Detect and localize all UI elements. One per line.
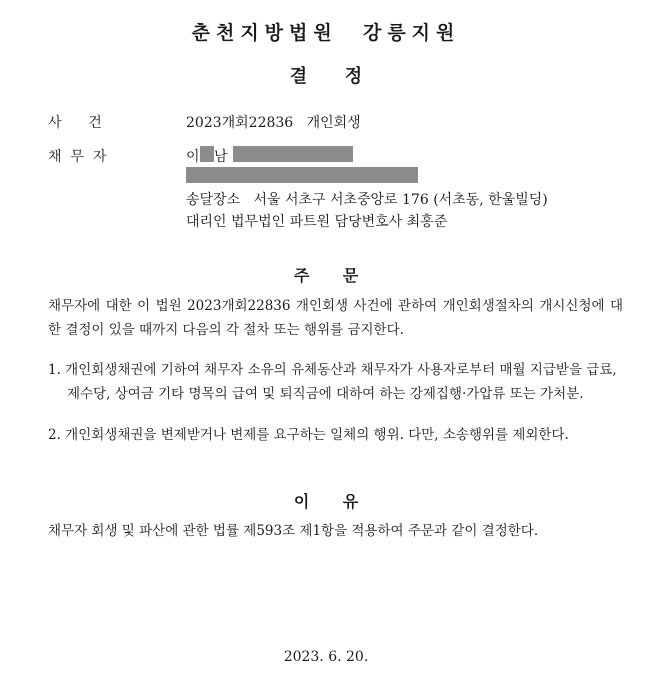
order-intro: 채무자에 대한 이 법원 2023개회22836 개인회생 사건에 관하여 개인회생절차의 개시신청에 대한 결정이 있을 때까지 다음의 각 절차 또는 행위를 금지한다. bbox=[48, 298, 623, 338]
case-number: 2023개회22836 개인회생 bbox=[186, 115, 361, 131]
debtor-label: 채 무 자 bbox=[48, 149, 107, 165]
case-label: 사 건 bbox=[48, 115, 102, 131]
order-item-2: 2. 개인회생채권을 변제받거나 변제를 요구하는 일체의 행위. 다만, 소송행위를 제외한다. bbox=[48, 427, 569, 443]
reason-text: 채무자 회생 및 파산에 관한 법률 제593조 제1항을 적용하여 주문과 같이 결정한다. bbox=[48, 523, 539, 539]
redaction-resident-number bbox=[233, 146, 353, 162]
debtor-name-suffix: 남 bbox=[214, 149, 228, 165]
order-heading: 주 문 bbox=[293, 266, 359, 285]
representative: 대리인 법무법인 파트원 담당변호사 최홍준 bbox=[186, 214, 448, 230]
redaction-name bbox=[200, 146, 214, 162]
order-item-1: 1. 개인회생채권에 기하여 채무자 소유의 유체동산과 채무자가 사용자로부터 매월 지급받을 급료, 제수당, 상여금 기타 명목의 급여 및 퇴직금에 대하여 하는 강제집행·가압류 또는 가처분. bbox=[48, 362, 617, 402]
service-address: 송달장소 서울 서초구 서초중앙로 176 (서초동, 한울빌딩) bbox=[186, 192, 548, 208]
court-name: 춘천지방법원 강릉지원 bbox=[191, 22, 461, 44]
reason-heading: 이 유 bbox=[293, 492, 359, 511]
redaction-address bbox=[186, 167, 418, 183]
document-title: 결 정 bbox=[289, 66, 363, 87]
decision-date: 2023. 6. 20. bbox=[283, 649, 369, 665]
debtor-name-prefix: 이 bbox=[186, 149, 200, 165]
